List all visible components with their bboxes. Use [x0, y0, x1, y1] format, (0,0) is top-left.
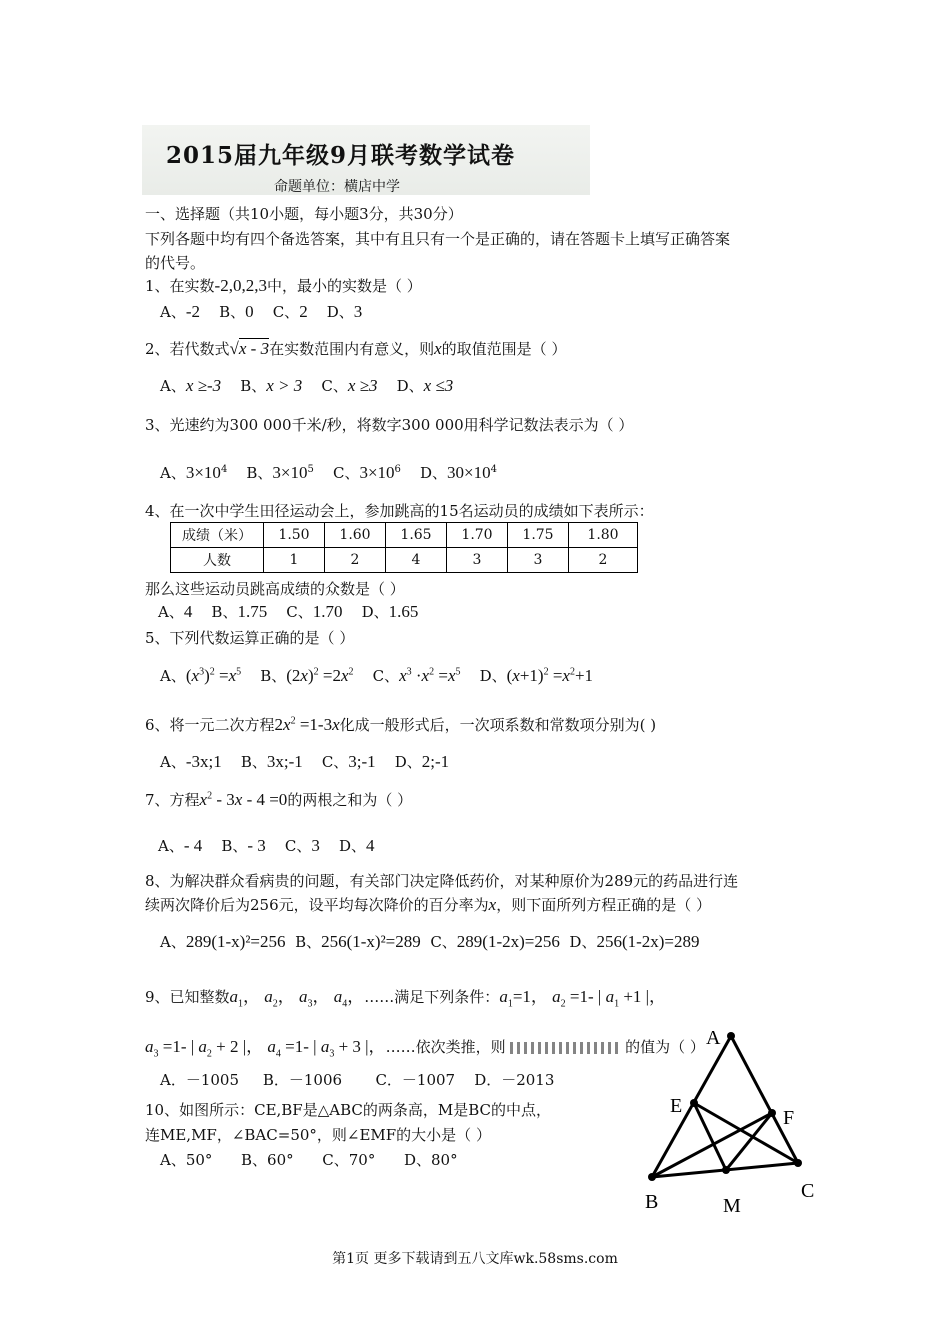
q5-stem: 5、下列代数运算正确的是（ ） [145, 629, 355, 647]
q1-stem: 1、在实数-2,0,2,3中，最小的实数是（ ） [145, 276, 422, 295]
score-table [170, 522, 638, 573]
q4-stem: 4、在一次中学生田径运动会上，参加跳高的15名运动员的成绩如下表所示： [145, 502, 654, 520]
q2-stem: 2、若代数式√x - 3在实数范围内有意义，则x的取值范围是（ ） [145, 339, 567, 358]
q3-options: A、$3\times 10^4$ B、$3\times 10^5$ C、$3\times 10^6$ D、$30\times 10^4$ [160, 463, 497, 482]
q7-options: A、- 4 B、- 3 C、3 D、4 [158, 836, 375, 855]
point-f [768, 1109, 776, 1117]
instruction-line-1: 下列各题中均有四个备选答案，其中有且只有一个是正确的，请在答题卡上填写正确答案 [145, 230, 731, 248]
q7-stem: 7、方程$x^2 - 3x - 4 =0$的两根之和为（ ） [145, 790, 413, 809]
label-a: A [706, 1027, 721, 1049]
q6-options: A、-3x;1 B、3x;-1 C、3;-1 D、2;-1 [160, 752, 450, 771]
exam-title: 2015届九年级9月联考数学试卷 [166, 142, 516, 169]
table-row: 成绩（米） 1.50 1.60 1.65 1.70 1.75 1.80 [171, 523, 638, 548]
q9-line-1: 9、已知整数$a_1$， $a_2$， $a_3$， $a_4$，……满足下列条件：$a_1=1$， $a_2 =1-$ | $a_1 +1$ |， [145, 987, 667, 1010]
instruction-line-2: 的代号。 [145, 254, 206, 272]
q3-stem: 3、光速约为300 000千米/秒，将数字300 000用科学记数法表示为（ ） [145, 416, 634, 434]
q8-options: A、289(1-x)²=256 B、256(1-x)²=289 C、289(1-2x)=256 D、256(1-2x)=289 [160, 932, 700, 951]
sqrt-sign: √ [229, 339, 239, 358]
segment-mf [726, 1113, 772, 1170]
label-f: F [783, 1107, 795, 1129]
exam-unit: 命题单位：横店中学 [274, 179, 400, 195]
q10-options: A、50° B、60° C、70° D、80° [160, 1151, 458, 1169]
point-b [648, 1173, 656, 1181]
label-m: M [723, 1195, 741, 1217]
point-m [722, 1166, 730, 1174]
triangle-figure [630, 1020, 830, 1220]
label-c: C [801, 1180, 815, 1202]
q10-line-1: 10、如图所示：CE,BF是△ABC的两条高，M是BC的中点， [145, 1101, 551, 1119]
q6-stem: 6、将一元二次方程$2x^2 =1-3x$化成一般形式后，一次项系数和常数项分别为( ) [145, 715, 657, 734]
illegible-expression [510, 1042, 620, 1054]
label-e: E [670, 1095, 683, 1117]
q8-line-1: 8、为解决群众看病贵的问题，有关部门决定降低药价，对某种原价为289元的药品进行连 [145, 872, 739, 890]
q4-options: A、4 B、1.75 C、1.70 D、1.65 [158, 602, 419, 621]
q9-line-2: $a_3 =1-$ | $a_2 + 2$ |， $a_4 =1-$ | $a_3 + 3$ |，……依次类推，则 的值为（ ） [145, 1037, 705, 1060]
q4-question: 那么这些运动员跳高成绩的众数是（ ） [145, 580, 405, 598]
page-footer: 第1页 更多下载请到五八文库wk.58sms.com [332, 1251, 618, 1267]
point-c [794, 1159, 802, 1167]
point-a [727, 1032, 735, 1040]
q5-options: A、$(x^3)^2 =x^5$ B、$(2x)^2 =2x^2$ C、$x^3 \cdot x^2 =x^5$ D、$(x+1)^2 =x^2+1$ [160, 666, 594, 685]
q9-options: A．－1005 B．－1006 C．－1007 D．－2013 [160, 1071, 555, 1089]
table-row: 人数 1 2 4 3 3 2 [171, 548, 638, 573]
point-e [690, 1099, 698, 1107]
q2-options: A、x ≥-3 B、x > 3 C、x ≥3 D、x ≤3 [160, 376, 454, 395]
q1-options: A、-2 B、0 C、2 D、3 [160, 302, 363, 321]
q10-line-2: 连ME,MF，∠BAC=50°，则∠EMF的大小是（ ） [145, 1126, 491, 1144]
section-heading: 一、选择题（共10小题，每小题3分，共30分） [145, 205, 463, 223]
label-b: B [645, 1191, 659, 1213]
q8-line-2: 续两次降价后为256元，设平均每次降价的百分率为x，则下面所列方程正确的是（ ） [145, 895, 711, 914]
